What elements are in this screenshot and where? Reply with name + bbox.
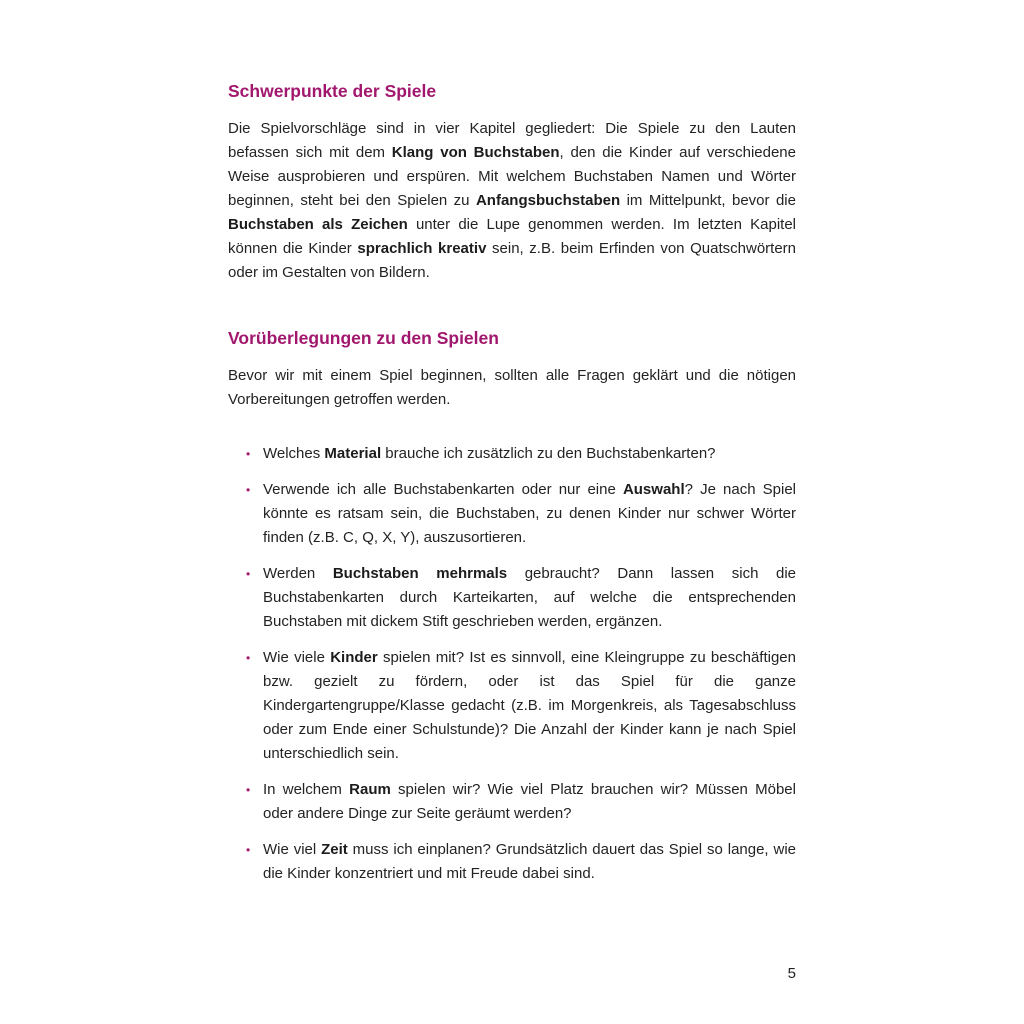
list-item [246,442,796,466]
bullet-icon: • [246,447,251,461]
section-heading-schwerpunkte: Schwerpunkte der Spiele [228,81,437,101]
bullet-icon: • [246,783,251,797]
paragraph-schwerpunkte: Die Spielvorschläge sind in vier Kapitel gegliedert: Die Spiele zu den Lauten befassen sich mit dem Klang von Buchstaben, den die Kinder auf verschiedene Weise ausprobieren und erspüren. Mit welchem Buchstaben Namen und Wörter beginnen, steht bei den Spielen zu Anfangsbuchstaben im Mittelpunkt, bevor die Buchstaben als Zeichen unter die Lupe genommen werden. Im letzten Kapitel können die Kinder sprachlich kreativ sein, z.B. beim Erfinden von Quatschwörtern oder im Gestalten von Bildern. [228,120,797,281]
page-number: 5 [787,965,796,982]
list-item-text: Wie viel Zeit muss ich einplanen? Grundsätzlich dauert das Spiel so lange, wie die Kinder konzentriert und mit Freude dabei sind. [263,841,796,882]
section-vorueberlegungen [228,327,796,886]
list-item-text: In welchem Raum spielen wir? Wie viel Platz brauchen wir? Müssen Möbel oder andere Dinge zur Seite geräumt werden? [263,781,796,822]
paragraph-vorueberlegungen: Bevor wir mit einem Spiel beginnen, sollten alle Fragen geklärt und die nötigen Vorbereitungen getroffen werden. [228,367,796,408]
list-item [246,646,796,766]
list-item [246,838,796,886]
list-item [246,478,796,550]
bullet-icon: • [246,483,251,497]
list-item-text: Wie viele Kinder spielen mit? Ist es sinnvoll, eine Kleingruppe zu beschäftigen bzw. gezielt zu fördern, oder ist das Spiel für die ganze Kindergartengruppe/Klasse gedacht (z.B. im Morgenkreis, als Tagesabschluss oder zum Ende einer Schulstunde)? Die Anzahl der Kinder kann je nach Spiel unterschiedlich sein. [263,649,796,762]
bullet-icon: • [246,567,251,581]
page-content [228,80,796,886]
list-item-text: Welches Material brauche ich zusätzlich zu den Buchstabenkarten? [263,445,716,462]
list-item-text: Werden Buchstaben mehrmals gebraucht? Dann lassen sich die Buchstabenkarten durch Karteikarten, auf welche die entsprechenden Buchstaben mit dickem Stift geschrieben werden, ergänzen. [263,565,797,630]
list-item [246,778,796,826]
list-item-text: Verwende ich alle Buchstabenkarten oder nur eine Auswahl? Je nach Spiel könnte es ratsam sein, die Buchstaben, zu denen Kinder nur schwer Wörter finden (z.B. C, Q, X, Y), auszusortieren. [263,481,796,546]
section-heading-vorueberlegungen: Vorüberlegungen zu den Spielen [228,328,499,348]
list-item [246,562,796,634]
bullet-icon: • [246,651,251,665]
bullet-list [228,442,796,886]
section-schwerpunkte [228,80,796,285]
bullet-icon: • [246,843,251,857]
